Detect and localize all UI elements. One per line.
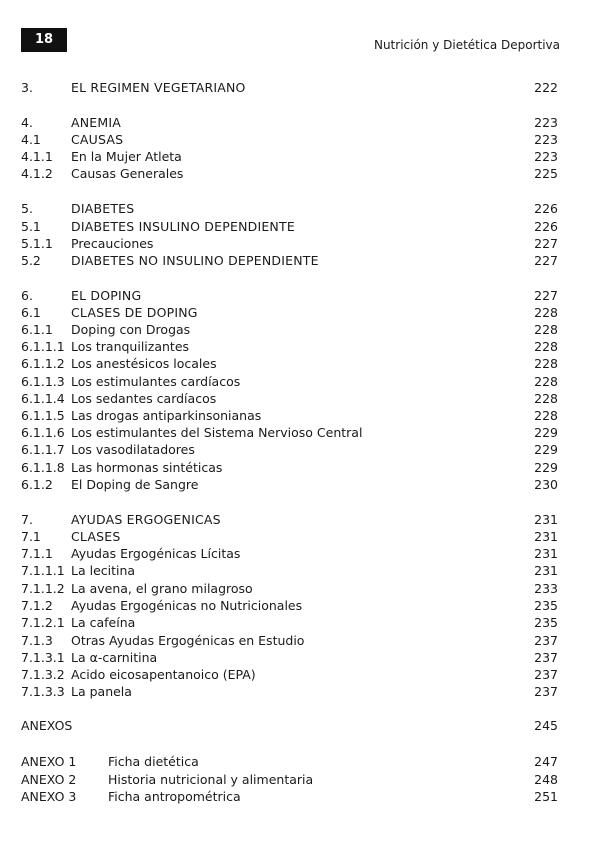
toc-entry	[0, 614, 600, 632]
toc-number: 6.1.1.4	[21, 391, 65, 406]
toc-number: 7.1.3.2	[21, 667, 65, 682]
toc-entry	[0, 683, 600, 701]
toc-page: 222	[534, 80, 558, 95]
toc-title: CLASES	[71, 529, 121, 544]
toc-number: 7.1.1.1	[21, 563, 65, 578]
toc-entry	[0, 407, 600, 425]
toc-entry	[0, 528, 600, 546]
toc-page: 223	[534, 132, 558, 147]
toc-title: La avena, el grano milagroso	[71, 581, 253, 596]
toc-page: 237	[534, 633, 558, 648]
toc-entry	[0, 441, 600, 459]
toc-entry	[0, 597, 600, 615]
toc-page: 226	[534, 201, 558, 216]
toc-page: 226	[534, 219, 558, 234]
toc-page: 247	[534, 754, 558, 769]
toc-number: 5.	[21, 201, 33, 216]
toc-title: Doping con Drogas	[71, 322, 191, 337]
toc-title: AYUDAS ERGOGENICAS	[71, 512, 221, 527]
toc-page: 229	[534, 425, 558, 440]
toc-page: 229	[534, 442, 558, 457]
toc-title: Otras Ayudas Ergogénicas en Estudio	[71, 633, 305, 648]
toc-number: 6.1.1.1	[21, 339, 65, 354]
toc-entry	[0, 218, 600, 236]
toc-page: 233	[534, 581, 558, 596]
toc-page: 248	[534, 772, 558, 787]
toc-entry	[0, 79, 600, 97]
toc-page: 231	[534, 512, 558, 527]
toc-entry	[0, 390, 600, 408]
toc-number: 6.1.1	[21, 322, 53, 337]
toc-page: 228	[534, 305, 558, 320]
toc-number: 7.1.2	[21, 598, 53, 613]
toc-title: Ayudas Ergogénicas Lícitas	[71, 546, 241, 561]
toc-number: 6.1.1.2	[21, 356, 65, 371]
toc-entry	[0, 114, 600, 132]
toc-entry	[0, 476, 600, 494]
toc-title: Ficha antropométrica	[108, 789, 241, 804]
toc-entry	[0, 788, 600, 806]
toc-title: La α-carnitina	[71, 650, 158, 665]
toc-number: 7.1.3	[21, 633, 53, 648]
toc-entry	[0, 632, 600, 650]
toc-entry	[0, 355, 600, 373]
toc-title: DIABETES NO INSULINO DEPENDIENTE	[71, 253, 319, 268]
toc-number: 6.1.1.8	[21, 460, 65, 475]
toc-entry	[0, 148, 600, 166]
toc-number: 7.	[21, 512, 33, 527]
toc-title: DIABETES	[71, 201, 135, 216]
toc-title: Los vasodilatadores	[71, 442, 195, 457]
toc-title: La cafeína	[71, 615, 136, 630]
toc-number: 5.2	[21, 253, 41, 268]
toc-title: Ficha dietética	[108, 754, 199, 769]
toc-entry	[0, 545, 600, 563]
toc-page: 237	[534, 650, 558, 665]
toc-page: 228	[534, 356, 558, 371]
toc-number: 7.1.1.2	[21, 581, 65, 596]
toc-page: 228	[534, 322, 558, 337]
toc-title: La panela	[71, 684, 132, 699]
toc-entry	[0, 373, 600, 391]
toc-number: 6.1.1.3	[21, 374, 65, 389]
toc-title: En la Mujer Atleta	[71, 149, 182, 164]
running-title: Nutrición y Dietética Deportiva	[373, 38, 560, 52]
toc-entry	[0, 165, 600, 183]
toc-title: El Doping de Sangre	[71, 477, 199, 492]
toc-title: Las hormonas sintéticas	[71, 460, 223, 475]
toc-page: 223	[534, 115, 558, 130]
toc-number: ANEXOS	[21, 718, 73, 733]
toc-number: 7.1.3.3	[21, 684, 65, 699]
toc-title: CLASES DE DOPING	[71, 305, 198, 320]
toc-entry	[0, 131, 600, 149]
toc-title: Ayudas Ergogénicas no Nutricionales	[71, 598, 303, 613]
toc-title: Historia nutricional y alimentaria	[108, 772, 314, 787]
toc-page: 251	[534, 789, 558, 804]
toc-entry	[0, 580, 600, 598]
toc-title: Los sedantes cardíacos	[71, 391, 217, 406]
toc-title: La lecitina	[71, 563, 136, 578]
toc-page: 228	[534, 391, 558, 406]
toc-entry	[0, 252, 600, 270]
toc-number: 6.1.1.7	[21, 442, 65, 457]
toc-number: 6.1.1.5	[21, 408, 65, 423]
toc-number: 4.1	[21, 132, 41, 147]
toc-entry	[0, 287, 600, 305]
toc-page: 228	[534, 408, 558, 423]
toc-entry	[0, 771, 600, 789]
toc-page: 237	[534, 667, 558, 682]
toc-number: 4.1.2	[21, 166, 53, 181]
toc-number: 6.1	[21, 305, 41, 320]
page-number: 18	[21, 28, 67, 52]
toc-page: 231	[534, 529, 558, 544]
toc-page: 245	[534, 718, 558, 733]
toc-title: Precauciones	[71, 236, 154, 251]
toc-number: 6.1.2	[21, 477, 53, 492]
toc-page: 229	[534, 460, 558, 475]
toc-number: 4.	[21, 115, 33, 130]
toc-page: 228	[534, 374, 558, 389]
toc-entry	[0, 511, 600, 529]
toc-title: EL DOPING	[71, 288, 142, 303]
toc-entry	[0, 338, 600, 356]
toc-number: ANEXO 2	[21, 772, 77, 787]
toc-entry	[0, 753, 600, 771]
toc-title: Los anestésicos locales	[71, 356, 217, 371]
toc-entry	[0, 649, 600, 667]
toc-number: ANEXO 3	[21, 789, 77, 804]
toc-entry	[0, 666, 600, 684]
toc-entry	[0, 424, 600, 442]
toc-title: CAUSAS	[71, 132, 124, 147]
toc-page: 235	[534, 615, 558, 630]
toc-number: 7.1.3.1	[21, 650, 65, 665]
toc-page: 228	[534, 339, 558, 354]
toc-number: 6.1.1.6	[21, 425, 65, 440]
toc-page: 231	[534, 563, 558, 578]
toc-title: Los estimulantes del Sistema Nervioso Central	[71, 425, 363, 440]
toc-number: ANEXO 1	[21, 754, 77, 769]
toc-entry	[0, 304, 600, 322]
toc-page: 230	[534, 477, 558, 492]
toc-entry	[0, 562, 600, 580]
toc-page: 231	[534, 546, 558, 561]
toc-number: 7.1	[21, 529, 41, 544]
toc-title: EL REGIMEN VEGETARIANO	[71, 80, 246, 95]
toc-number: 5.1.1	[21, 236, 53, 251]
toc-number: 5.1	[21, 219, 41, 234]
toc-entry	[0, 235, 600, 253]
toc-entry	[0, 321, 600, 339]
toc-number: 4.1.1	[21, 149, 53, 164]
toc-entry	[0, 717, 600, 735]
toc-page: 225	[534, 166, 558, 181]
toc-page: 227	[534, 288, 558, 303]
toc-title: DIABETES INSULINO DEPENDIENTE	[71, 219, 295, 234]
toc-page: 227	[534, 253, 558, 268]
toc-number: 3.	[21, 80, 33, 95]
toc-number: 7.1.1	[21, 546, 53, 561]
toc-number: 6.	[21, 288, 33, 303]
toc-entry	[0, 200, 600, 218]
toc-title: Las drogas antiparkinsonianas	[71, 408, 262, 423]
toc-page: 235	[534, 598, 558, 613]
toc-title: Los estimulantes cardíacos	[71, 374, 241, 389]
toc-title: Acido eicosapentanoico (EPA)	[71, 667, 256, 682]
toc-page: 237	[534, 684, 558, 699]
toc-page: 227	[534, 236, 558, 251]
toc-number: 7.1.2.1	[21, 615, 65, 630]
toc-entry	[0, 459, 600, 477]
toc-page: 223	[534, 149, 558, 164]
toc-title: ANEMIA	[71, 115, 122, 130]
toc-title: Causas Generales	[71, 166, 184, 181]
toc-title: Los tranquilizantes	[71, 339, 190, 354]
